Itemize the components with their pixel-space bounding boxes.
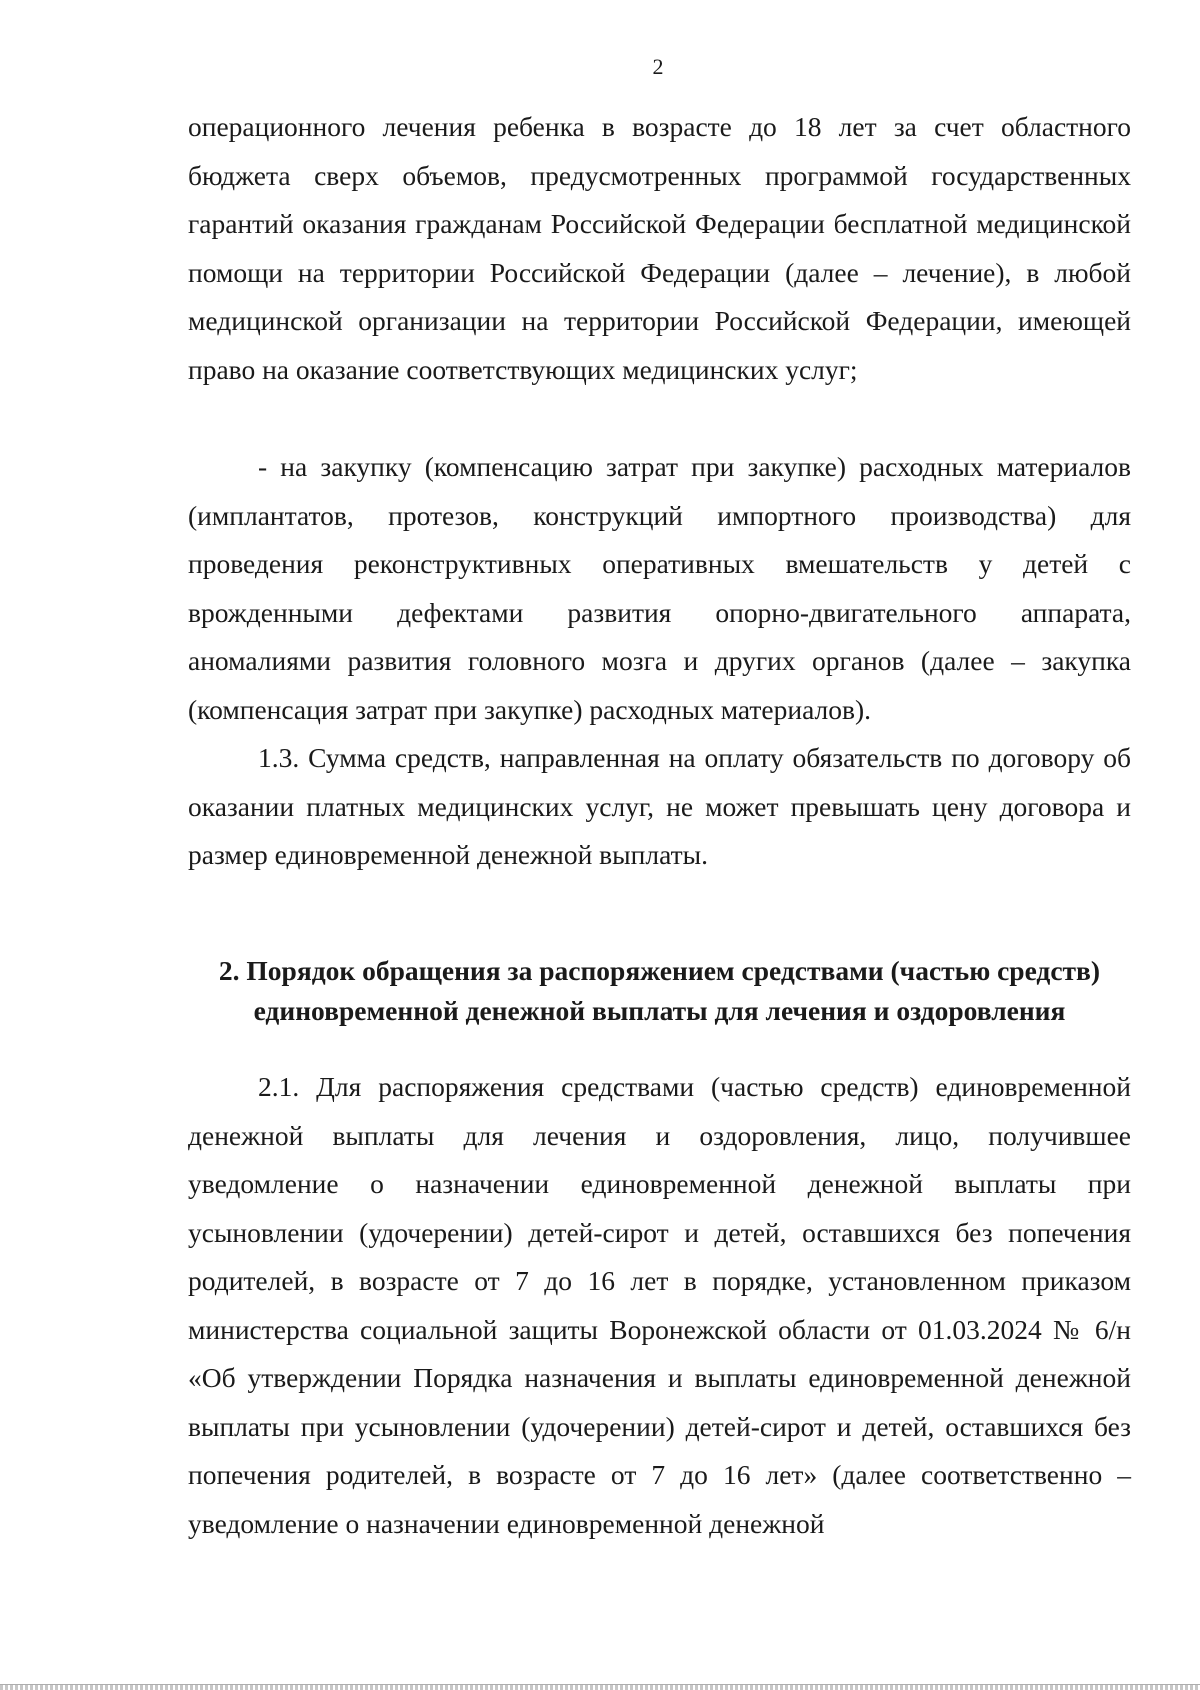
paragraph-materials-purchase: - на закупку (компенсацию затрат при закупке) расходных материалов (имплантатов, протезов, конструкций импортного производства) для проведения реконструктивных оперативных вмешательств у детей с врожденными дефектами развития опорно-двигательного аппарата, аномалиями развития головного мозга и других органов (далее – закупка (компенсация затрат при закупке) расходных материалов). <box>188 451 1131 725</box>
section-2-heading-line2: единовременной денежной выплаты для лечения и оздоровления <box>253 995 1066 1026</box>
paragraph-1-3-amount-limit: 1.3. Сумма средств, направленная на оплату обязательств по договору об оказании платных медицинских услуг, не может превышать цену договора и размер единовременной денежной выплаты. <box>188 742 1131 870</box>
section-2-heading <box>188 951 1131 1031</box>
paragraph-treatment-continuation: операционного лечения ребенка в возрасте до 18 лет за счет областного бюджета сверх объемов, предусмотренных программой государственных гарантий оказания гражданам Российской Федерации бесплатной медицинской помощи на территории Российской Федерации (далее – лечение), в любой медицинской организации на территории Российской Федерации, имеющей право на оказание соответствующих медицинских услуг; <box>188 111 1131 385</box>
section-2-heading-line1: 2. Порядок обращения за распоряжением средствами (частью средств) <box>218 955 1101 986</box>
page-number: 2 <box>652 54 664 79</box>
paragraph-2-1-application: 2.1. Для распоряжения средствами (частью средств) единовременной денежной выплаты для лечения и оздоровления, лицо, получившее уведомление о назначении единовременной денежной выплаты при усыновлении (удочерении) детей-сирот и детей, оставшихся без попечения родителей, в возрасте от 7 до 16 лет в порядке, установленном приказом министерства социальной защиты Воронежской области от 01.03.2024 № 6/н «Об утверждении Порядка назначения и выплаты единовременной денежной выплаты при усыновлении (удочерении) детей-сирот и детей, оставшихся без попечения родителей, в возрасте от 7 до 16 лет» (далее соответственно – уведомление о назначении единовременной денежной <box>188 1071 1131 1539</box>
scan-edge-divider <box>0 1684 1200 1690</box>
